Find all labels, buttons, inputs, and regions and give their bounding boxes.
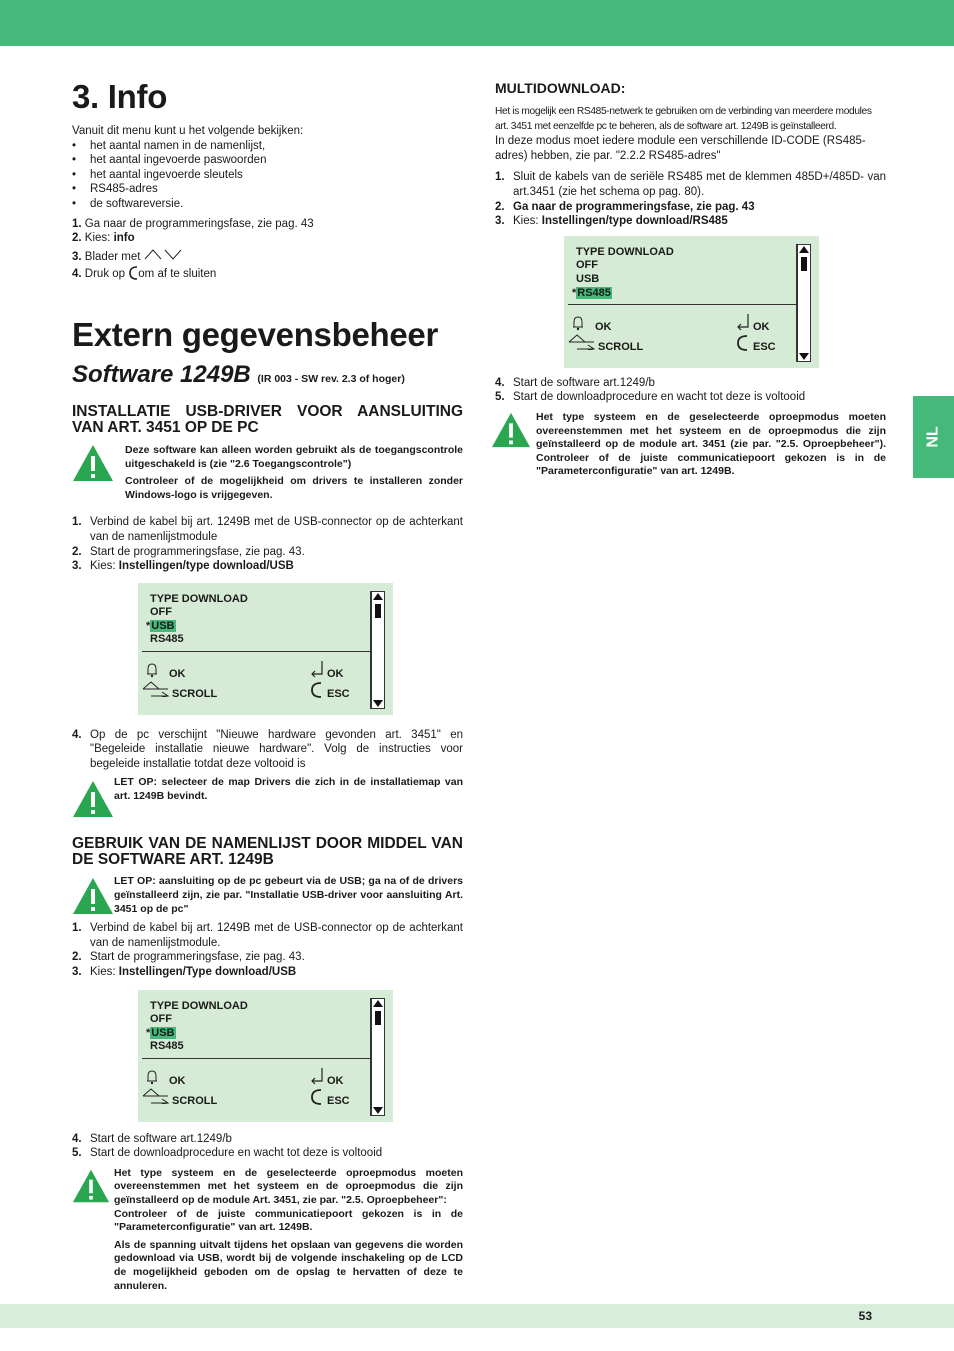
- list-item: • het aantal ingevoerde paswoorden: [72, 154, 267, 167]
- warning-block: [72, 875, 463, 916]
- lcd-scrollbar: [797, 244, 811, 362]
- lcd-option: RS485: [150, 1040, 184, 1053]
- warning-icon: [72, 877, 114, 915]
- list-item: 1. Verbind de kabel bij art. 1249B met de USB-connector op de achterkant van de namenlijstmodule: [72, 516, 463, 543]
- language-label: NL: [924, 426, 942, 448]
- scroll-arrows-icon: [568, 334, 596, 350]
- lcd-option: OFF: [150, 606, 172, 619]
- esc-c-icon: [309, 681, 323, 699]
- lcd-option-selected: USB: [151, 619, 175, 632]
- list-item: 2. Kies: info: [72, 232, 135, 245]
- warning-text: Als de spanning uitvalt tijdens het opslaan van gegevens die worden gedownload via USB, wordt bij de volgende inschakeling op de LCD de mogelijkheid geboden om de opslag te hervatten of deze te annuleren.: [114, 1238, 463, 1292]
- language-tab: [913, 396, 954, 478]
- esc-c-icon: [309, 1088, 323, 1106]
- bell-icon: [146, 1069, 158, 1085]
- lcd-option: RS485: [150, 633, 184, 646]
- warning-text: LET OP: aansluiting op de pc gebeurt via de USB; ga na of de drivers geïnstalleerd zijn, zie par. "Installatie USB-driver voor aansluiting Art. 3451 op de pc": [114, 875, 463, 915]
- warning-block: [72, 776, 463, 818]
- list-item: 5. Start de downloadprocedure en wacht tot deze is voltooid: [495, 391, 806, 404]
- list-item: 3. Blader met: [72, 248, 463, 265]
- warning-text: Het type systeem en de geselecteerde oproepmodus moeten overeenstemmen met het systeem en de oproepmodus die zijn geïnstalleerd op de module Art. 3451, zie par. "2.5. Oproepbeheer":: [114, 1166, 463, 1206]
- scroll-down-icon: [373, 1107, 383, 1114]
- multidownload-heading: MULTIDOWNLOAD:: [495, 80, 626, 96]
- lcd-display: TYPE DOWNLOAD OFF *USB RS485 OK SCROLL OK ESC: [138, 583, 393, 715]
- list-item: 1. Ga naar de programmeringsfase, zie pag. 43: [72, 217, 314, 230]
- warning-block: [72, 444, 463, 502]
- lcd-option: OFF: [576, 259, 598, 272]
- lcd-option-selected: USB: [151, 1026, 175, 1039]
- page-number: 53: [858, 1309, 872, 1323]
- lcd-option-selected: RS485: [577, 286, 611, 299]
- lcd-scroll: SCROLL: [172, 1094, 218, 1107]
- scroll-arrows-icon: [142, 681, 170, 697]
- list-item: 2. Start de programmeringsfase, zie pag. 43.: [72, 545, 305, 558]
- warning-text: Het type systeem en de geselecteerde oproepmodus moeten overeenstemmen met het systeem en de oproepmodus die zijn geïnstalleerd op de module art. 3451 (zie par. "2.5. Oproepbeheer"). Controleer of de juiste communicatiepoort gekozen is in de "Parameterconfiguratie" van art. 1249B.: [536, 410, 886, 478]
- lcd-title: TYPE DOWNLOAD: [150, 592, 248, 605]
- warning-icon: [491, 411, 531, 449]
- scroll-down-icon: [373, 700, 383, 707]
- lcd-ok-left: OK: [169, 1074, 186, 1087]
- lcd-title: TYPE DOWNLOAD: [576, 245, 674, 258]
- warning-icon: [72, 444, 114, 482]
- top-bar: [0, 0, 954, 46]
- list-item: 1. Verbind de kabel bij art. 1249B met de USB-connector op de achterkant van de namenlijstmodule.: [72, 922, 463, 949]
- lcd-ok-left: OK: [595, 320, 612, 333]
- lcd-esc: ESC: [753, 340, 776, 353]
- esc-c-icon: [128, 266, 138, 280]
- scroll-arrows-icon: [142, 1088, 170, 1104]
- scroll-up-icon: [799, 246, 809, 253]
- enter-icon: [310, 1067, 324, 1085]
- lcd-scroll: SCROLL: [172, 687, 218, 700]
- warning-block: [72, 1167, 463, 1293]
- warning-text: Controleer of de juiste communicatiepoort gekozen is in de "Parameterconfiguratie" van art. 1249B.: [114, 1207, 463, 1234]
- list-item: 3. Kies: Instellingen/Type download/USB: [72, 966, 297, 979]
- multidownload-p1: Het is mogelijk een RS485-netwerk te gebruiken om de verbinding van meerdere modules art. 3451 met eenzelfde pc te beheren, als de software art. 1249B is geïnstalleerd.: [495, 106, 872, 132]
- info-bullet-list: [72, 139, 463, 212]
- lcd-scrollbar: [371, 591, 385, 709]
- enter-icon: [736, 313, 750, 331]
- scroll-down-icon: [799, 353, 809, 360]
- warning-text: LET OP: selecteer de map Drivers die zich in de installatiemap van art. 1249B bevindt.: [114, 776, 463, 803]
- list-item: 2. Ga naar de programmeringsfase, zie pag. 43: [495, 200, 755, 213]
- list-item: 4. Druk op om af te sluiten: [72, 268, 217, 281]
- lcd-ok-right: OK: [753, 320, 770, 333]
- warning-icon: [72, 780, 114, 818]
- scroll-up-icon: [373, 593, 383, 600]
- software-note: (IR 003 - SW rev. 2.3 of hoger): [257, 372, 405, 385]
- left-column: [72, 78, 463, 1293]
- info-title: 3. Info: [72, 78, 168, 115]
- enter-icon: [310, 660, 324, 678]
- right-column: [495, 80, 886, 479]
- software-title: Software 1249B (IR 003 - SW rev. 2.3 of hoger): [72, 360, 405, 388]
- namelist-heading: GEBRUIK VAN DE NAMENLIJST DOOR MIDDEL VAN DE SOFTWARE ART. 1249B: [72, 835, 463, 869]
- lcd-title: TYPE DOWNLOAD: [150, 999, 248, 1012]
- extern-title: Extern gegevensbeheer: [72, 315, 439, 353]
- lcd-scrollbar: [371, 998, 385, 1116]
- list-item: • het aantal ingevoerde sleutels: [72, 168, 243, 181]
- list-item: 5. Start de downloadprocedure en wacht tot deze is voltooid: [72, 1147, 383, 1160]
- warning-text: Controleer of de mogelijkheid om drivers te installeren zonder Windows-logo is vrijgegeven.: [125, 475, 463, 501]
- lcd-display: TYPE DOWNLOAD OFF USB *RS485 OK SCROLL OK ESC: [564, 236, 819, 368]
- list-item: 4. Op de pc verschijnt "Nieuwe hardware gevonden art. 3451" en "Begeleide installatie nieuwe hardware". Volg de instructies voor begeleide installatie totdat deze voltooid is: [72, 728, 463, 770]
- list-item: • het aantal namen in de namenlijst,: [72, 139, 266, 152]
- footer-bar: [0, 1304, 954, 1328]
- lcd-display: TYPE DOWNLOAD OFF *USB RS485 OK SCROLL OK ESC: [138, 990, 393, 1122]
- list-item: 1. Sluit de kabels van de seriële RS485 met de klemmen 485D+/485D- van art.3451 (zie het schema op pag. 80).: [495, 171, 886, 198]
- lcd-ok-right: OK: [327, 1074, 344, 1087]
- scroll-up-icon: [373, 1000, 383, 1007]
- info-intro: Vanuit dit menu kunt u het volgende bekijken:: [72, 125, 304, 137]
- warning-icon: [72, 1167, 110, 1205]
- list-item: 3. Kies: Instellingen/type download/RS485: [495, 215, 728, 228]
- list-item: 2. Start de programmeringsfase, zie pag. 43.: [72, 951, 305, 964]
- warning-text: Deze software kan alleen worden gebruikt als de toegangscontrole uitgeschakeld is (zie "2.6 Toegangscontrole"): [125, 443, 463, 470]
- bell-icon: [572, 315, 584, 331]
- list-item: 4. Start de software art.1249/b: [72, 1132, 232, 1145]
- bell-icon: [146, 662, 158, 678]
- esc-c-icon: [735, 334, 749, 352]
- lcd-esc: ESC: [327, 687, 350, 700]
- multidownload-p2: In deze modus moet iedere module een verschillende ID-CODE (RS485-adres) hebben, zie par. "2.2.2 RS485-adres": [495, 135, 866, 162]
- usb-driver-heading: INSTALLATIE USB-DRIVER VOOR AANSLUITING VAN ART. 3451 OP DE PC: [72, 402, 463, 436]
- list-item: 4. Start de software art.1249/b: [495, 376, 655, 389]
- lcd-esc: ESC: [327, 1094, 350, 1107]
- list-item: • RS485-adres: [72, 183, 158, 196]
- warning-block: [491, 411, 886, 479]
- list-item: 3. Kies: Instellingen/type download/USB: [72, 560, 294, 573]
- lcd-scroll: SCROLL: [598, 340, 644, 353]
- lcd-ok-right: OK: [327, 667, 344, 680]
- lcd-option: USB: [576, 272, 600, 285]
- lcd-ok-left: OK: [169, 667, 186, 680]
- list-item: • de softwareversie.: [72, 197, 184, 210]
- info-steps: [72, 217, 463, 282]
- chevron-up-down-icon: [144, 248, 184, 260]
- lcd-option: OFF: [150, 1013, 172, 1026]
